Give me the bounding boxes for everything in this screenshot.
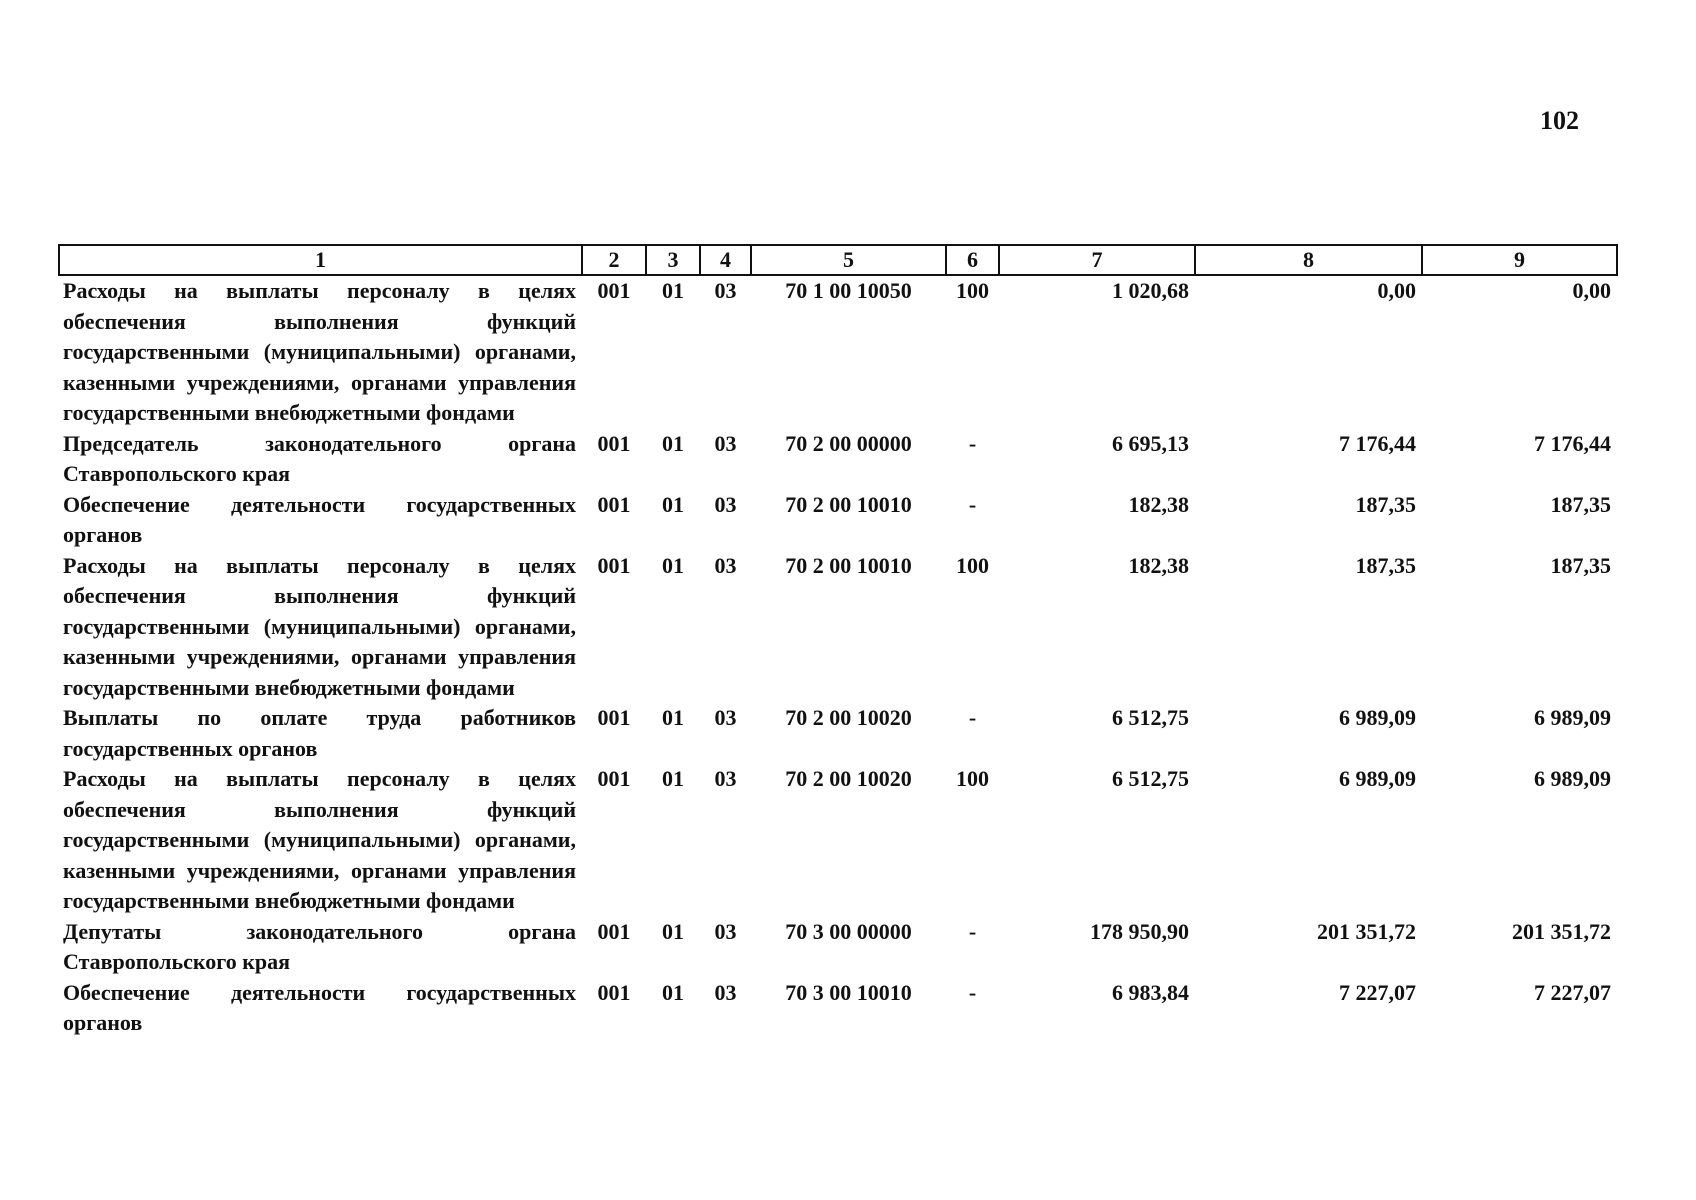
row-col-8: 6 989,09 [1339,766,1416,791]
table-row [59,978,1617,1039]
row-name: Расходы на выплаты персоналу в целях обеспечения выполнения функций государственными (муниципальными) органами, казенными учреждениями, органами управления государственными внебюджетными фондами [63,278,576,425]
row-col-8: 0,00 [1377,278,1416,303]
row-col-7: 6 512,75 [1112,705,1189,730]
row-col-3: 01 [662,491,684,517]
row-name: Расходы на выплаты персоналу в целях обеспечения выполнения функций государственными (муниципальными) органами, казенными учреждениями, органами управления государственными внебюджетными фондами [63,552,576,700]
row-col-2: 001 [597,918,631,944]
row-col-9: 6 989,09 [1534,705,1611,730]
row-col-8: 201 351,72 [1317,918,1416,944]
row-col-4: 03 [714,979,737,1005]
row-col-4: 03 [714,491,737,517]
row-col-9: 0,00 [1572,278,1611,303]
row-col-6: - [968,430,977,456]
row-col-5: 70 3 00 10010 [785,979,912,1005]
row-col-3: 01 [662,278,684,303]
row-col-7: 182,38 [1128,552,1189,578]
row-col-4: 03 [714,278,737,303]
table-header-row [59,245,1617,275]
row-col-6: - [968,705,977,730]
row-col-2: 001 [597,491,631,517]
row-col-8: 7 176,44 [1339,430,1416,456]
row-col-3: 01 [662,552,684,578]
header-col-8: 8 [1195,245,1422,275]
row-col-4: 03 [714,430,737,456]
row-col-7: 6 512,75 [1112,766,1189,791]
row-col-2: 001 [597,278,631,303]
row-col-8: 187,35 [1355,491,1416,517]
row-col-7: 178 950,90 [1090,918,1189,944]
row-col-2: 001 [597,552,631,578]
budget-table [58,244,1618,1039]
row-col-5: 70 2 00 00000 [785,430,912,456]
row-col-6: - [968,979,977,1005]
header-col-5: 5 [751,245,946,275]
row-col-9: 7 176,44 [1534,430,1611,456]
table-row [59,703,1617,764]
row-col-3: 01 [662,918,684,944]
row-col-2: 001 [597,705,631,730]
row-col-2: 001 [597,766,631,791]
row-col-2: 001 [597,430,631,456]
row-col-4: 03 [714,766,737,791]
row-col-7: 1 020,68 [1112,278,1189,303]
row-col-6: 100 [956,766,989,791]
row-col-8: 7 227,07 [1339,979,1416,1005]
table-row [59,551,1617,704]
row-name: Выплаты по оплате труда работников государственных органов [63,705,576,761]
row-col-3: 01 [662,979,684,1005]
header-col-2: 2 [582,245,646,275]
row-name: Расходы на выплаты персоналу в целях обеспечения выполнения функций государственными (муниципальными) органами, казенными учреждениями, органами управления государственными внебюджетными фондами [63,766,576,913]
row-col-9: 7 227,07 [1534,979,1611,1005]
row-col-8: 187,35 [1355,552,1416,578]
header-col-6: 6 [946,245,999,275]
row-col-9: 201 351,72 [1512,918,1611,944]
row-col-5: 70 1 00 10050 [785,278,912,303]
row-col-5: 70 2 00 10020 [785,766,912,791]
row-col-5: 70 3 00 00000 [785,918,912,944]
row-col-3: 01 [662,766,684,791]
row-name: Обеспечение деятельности государственных органов [63,491,576,547]
row-col-6: - [968,491,977,517]
table-row [59,275,1617,429]
row-col-6: 100 [956,278,989,303]
row-col-5: 70 2 00 10020 [785,705,912,730]
table-row [59,917,1617,978]
header-col-9: 9 [1422,245,1617,275]
row-col-9: 187,35 [1550,552,1611,578]
header-col-1: 1 [59,245,582,275]
row-col-7: 6 983,84 [1112,979,1189,1005]
row-col-7: 182,38 [1128,491,1189,517]
row-col-4: 03 [714,918,737,944]
row-col-3: 01 [662,430,684,456]
table-row [59,764,1617,917]
row-col-5: 70 2 00 10010 [785,552,912,578]
row-col-6: 100 [956,552,989,578]
row-col-5: 70 2 00 10010 [785,491,912,517]
row-col-4: 03 [714,552,737,578]
row-col-9: 187,35 [1550,491,1611,517]
page-number: 102 [1540,106,1579,135]
row-col-8: 6 989,09 [1339,705,1416,730]
row-col-2: 001 [597,979,631,1005]
row-col-3: 01 [662,705,684,730]
header-col-4: 4 [700,245,751,275]
table-row [59,490,1617,551]
row-col-7: 6 695,13 [1112,430,1189,456]
row-name: Обеспечение деятельности государственных органов [63,979,576,1035]
row-name: Председатель законодательного органа Ставропольского края [63,430,576,486]
row-col-9: 6 989,09 [1534,766,1611,791]
header-col-3: 3 [646,245,700,275]
row-name: Депутаты законодательного органа Ставропольского края [63,918,576,974]
header-col-7: 7 [999,245,1195,275]
row-col-4: 03 [714,705,737,730]
row-col-6: - [968,918,977,944]
table-row [59,429,1617,490]
